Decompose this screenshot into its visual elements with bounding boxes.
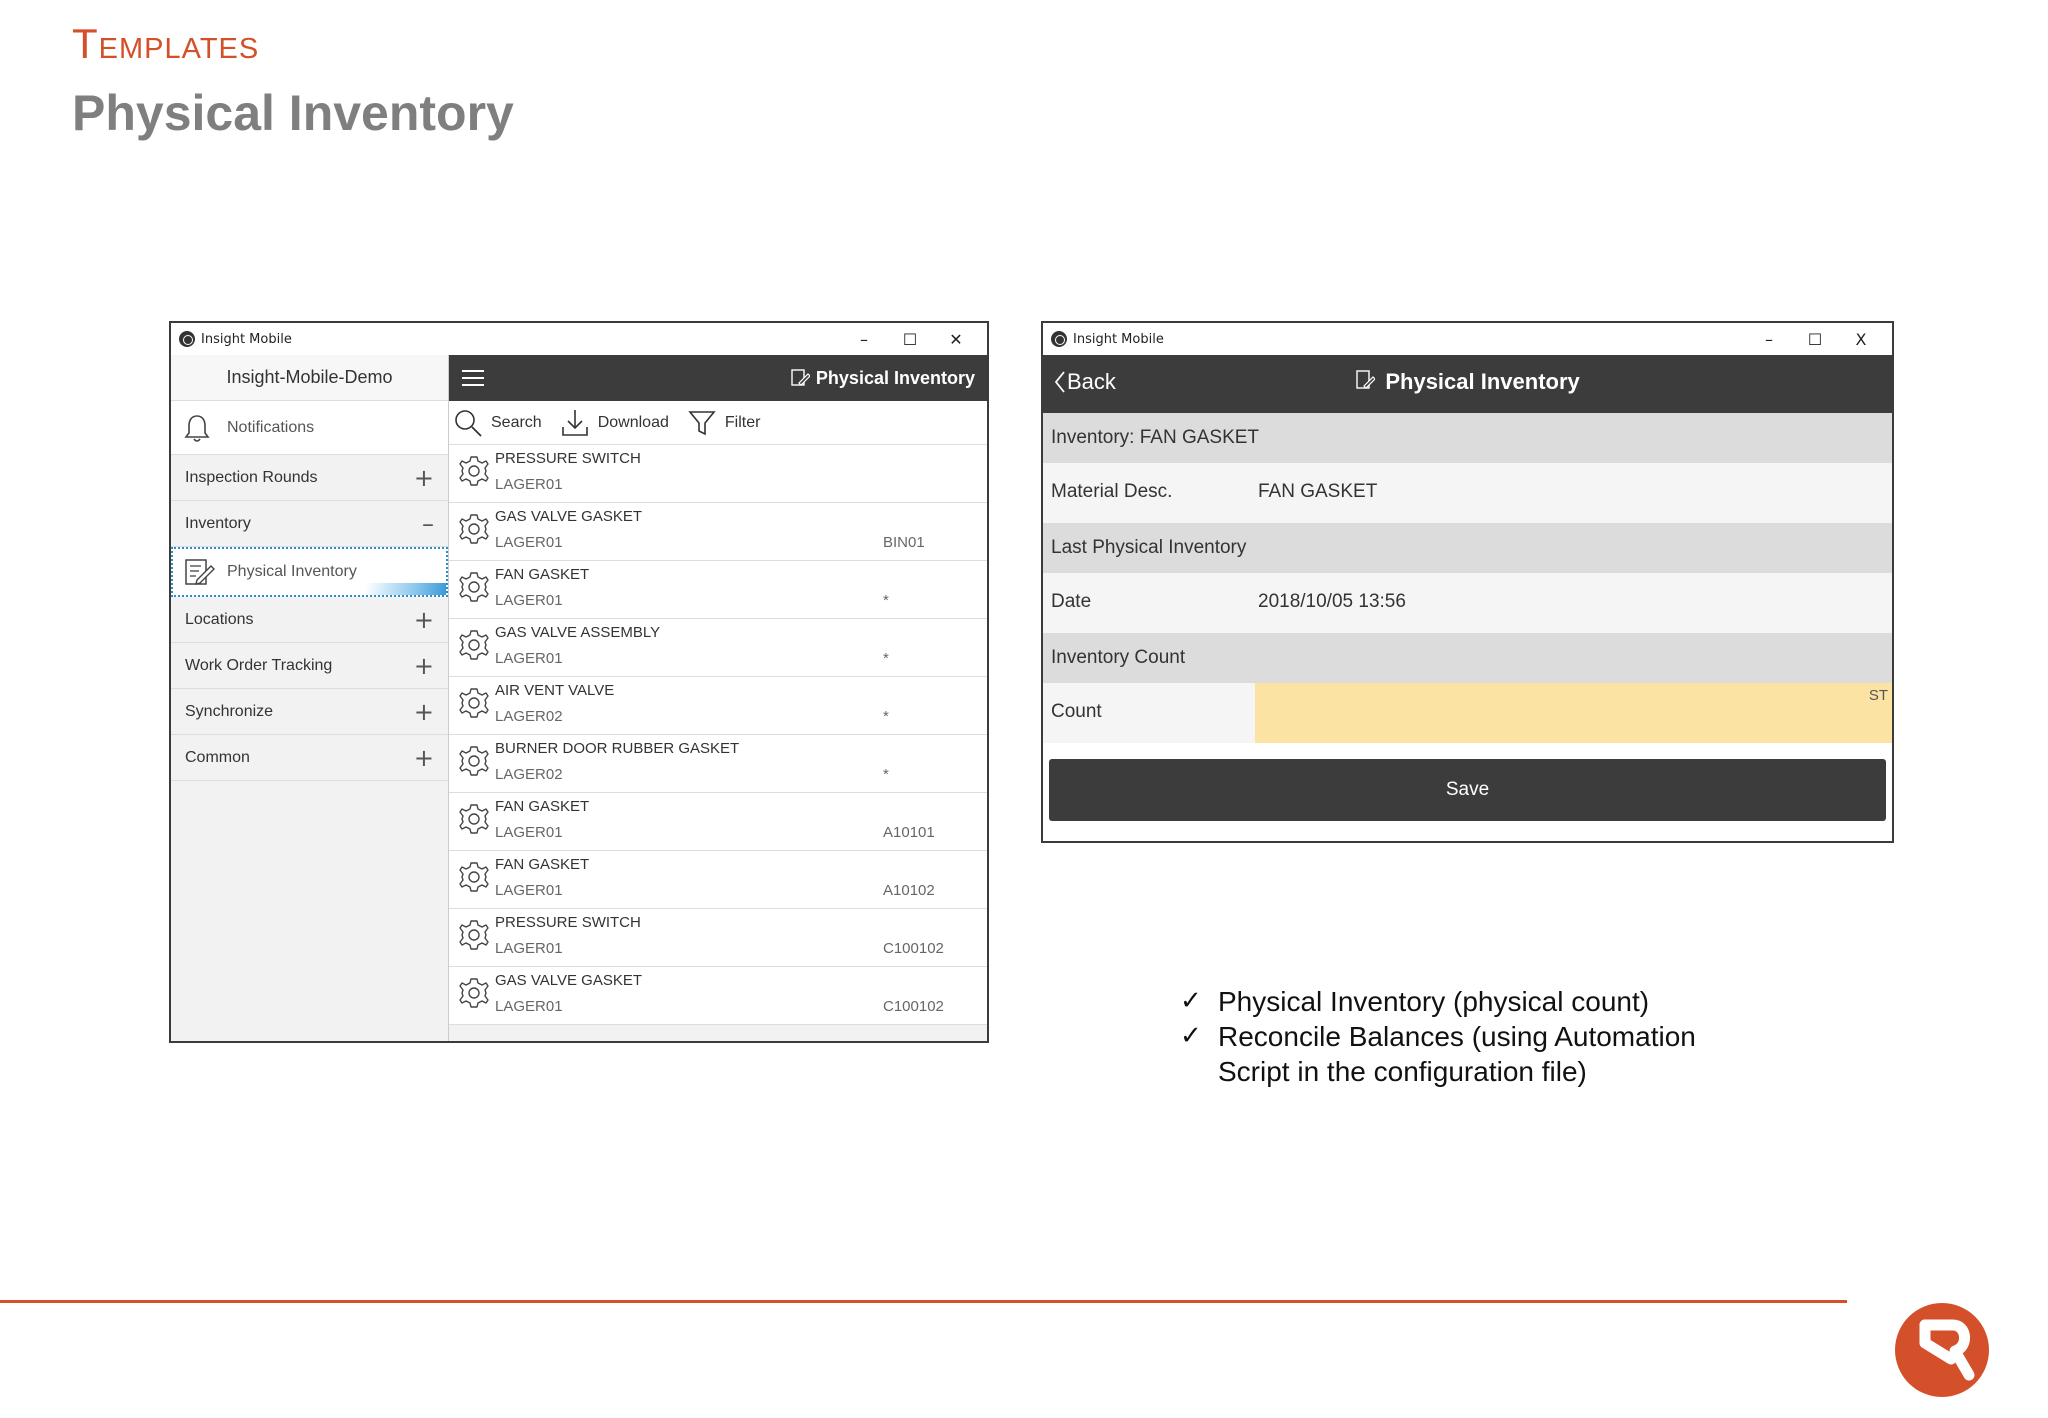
sidebar-item-work-order-tracking[interactable] (171, 643, 448, 689)
bullet-text: Reconcile Balances (using Automation (1218, 1021, 1696, 1052)
date-value: 2018/10/05 13:56 (1258, 591, 1406, 612)
item-title: GAS VALVE ASSEMBLY (495, 624, 661, 641)
plus-icon[interactable]: + (413, 743, 434, 772)
count-unit: ST (1868, 687, 1888, 704)
sidebar-item-locations[interactable] (171, 597, 448, 643)
gear-icon (457, 454, 493, 493)
bullet-item (1180, 1019, 1696, 1054)
search-label: Search (491, 413, 542, 431)
sidebar-item-label: Work Order Tracking (185, 656, 333, 674)
list-item[interactable] (449, 619, 987, 677)
logo-r-icon (1895, 1303, 1989, 1397)
list-item[interactable] (449, 503, 987, 561)
gear-icon (457, 512, 493, 551)
material-row (1043, 463, 1892, 523)
gear-icon (457, 802, 493, 841)
bullet-text: Physical Inventory (physical count) (1218, 986, 1650, 1017)
plus-icon[interactable]: + (413, 463, 434, 492)
sidebar-item-label: Inventory (185, 514, 251, 532)
last-inventory-header: Last Physical Inventory (1043, 523, 1892, 573)
item-title: PRESSURE SWITCH (495, 914, 641, 931)
minimize-button[interactable]: – (860, 329, 868, 349)
item-bin: * (883, 650, 889, 667)
edit-document-icon (1355, 369, 1375, 391)
filter-button[interactable] (687, 408, 761, 438)
detail-title-group (1043, 369, 1892, 395)
search-button[interactable] (453, 408, 542, 438)
item-bin: * (883, 592, 889, 609)
maximize-button[interactable]: ☐ (1807, 329, 1823, 349)
count-row (1043, 683, 1892, 743)
date-label: Date (1051, 591, 1092, 612)
window-app-name: Insight Mobile (201, 331, 292, 347)
inventory-list (449, 445, 987, 1025)
item-title: GAS VALVE GASKET (495, 972, 642, 989)
download-icon (560, 408, 590, 438)
list-item[interactable] (449, 735, 987, 793)
filter-icon (687, 408, 717, 438)
sidebar-item-inventory[interactable] (171, 501, 448, 547)
item-storage: LAGER02 (495, 766, 563, 783)
detail-header (1043, 355, 1892, 413)
bullet-continuation (1180, 1054, 1696, 1089)
item-storage: LAGER01 (495, 592, 563, 609)
item-storage: LAGER01 (495, 534, 563, 551)
filter-label: Filter (724, 413, 761, 431)
sidebar-item-synchronize[interactable] (171, 689, 448, 735)
item-bin: C100102 (883, 940, 944, 957)
list-item[interactable] (449, 445, 987, 503)
item-title: BURNER DOOR RUBBER GASKET (495, 740, 740, 757)
footer-divider (0, 1300, 1847, 1303)
gear-icon (457, 860, 493, 899)
plus-icon[interactable]: + (413, 651, 434, 680)
gear-icon (457, 686, 493, 725)
app-icon (1051, 331, 1067, 347)
brand-logo (1895, 1303, 1989, 1397)
sidebar-item-label: Synchronize (185, 702, 274, 720)
close-button[interactable]: ✕ (949, 329, 963, 349)
list-item[interactable] (449, 967, 987, 1025)
item-title: FAN GASKET (495, 856, 590, 873)
gear-icon (457, 628, 493, 667)
bell-icon (183, 413, 211, 443)
maximize-button[interactable]: ☐ (902, 329, 918, 349)
slide-title: Physical Inventory (72, 85, 514, 141)
bullet-item (1180, 984, 1696, 1019)
gear-icon (457, 976, 493, 1015)
list-window (169, 321, 989, 1043)
save-button[interactable]: Save (1049, 759, 1886, 821)
item-bin: A10101 (883, 824, 935, 841)
item-title: AIR VENT VALVE (495, 682, 615, 699)
item-storage: LAGER01 (495, 476, 563, 493)
back-label: Back (1067, 369, 1116, 394)
item-storage: LAGER01 (495, 998, 563, 1015)
plus-icon[interactable]: + (413, 697, 434, 726)
inventory-count-header: Inventory Count (1043, 633, 1892, 683)
hamburger-menu-icon[interactable] (461, 368, 485, 388)
detail-window (1041, 321, 1894, 843)
item-bin: C100102 (883, 998, 944, 1015)
date-row (1043, 573, 1892, 633)
sidebar-item-notifications[interactable] (171, 401, 448, 455)
sidebar-item-label: Inspection Rounds (185, 468, 318, 486)
gear-icon (457, 570, 493, 609)
window-app-name: Insight Mobile (1073, 331, 1164, 347)
plus-icon[interactable]: + (413, 605, 434, 634)
item-title: FAN GASKET (495, 798, 590, 815)
slide-supertitle: Templates (72, 20, 260, 67)
sidebar-item-label: Common (185, 748, 250, 766)
count-label: Count (1051, 701, 1102, 722)
item-bin: * (883, 766, 889, 783)
list-item[interactable] (449, 851, 987, 909)
item-storage: LAGER01 (495, 824, 563, 841)
list-item[interactable] (449, 561, 987, 619)
close-button[interactable]: X (1855, 329, 1867, 349)
item-bin: A10102 (883, 882, 935, 899)
sidebar-item-physical-inventory[interactable] (171, 547, 448, 597)
toolbar (449, 401, 987, 445)
window-titlebar (171, 323, 987, 355)
content-header (449, 355, 987, 401)
list-item[interactable] (449, 793, 987, 851)
item-storage: LAGER01 (495, 650, 563, 667)
item-storage: LAGER02 (495, 708, 563, 725)
item-title: GAS VALVE GASKET (495, 508, 642, 525)
content-header-title: Physical Inventory (815, 367, 975, 388)
item-title: PRESSURE SWITCH (495, 450, 641, 467)
app-icon (179, 331, 195, 347)
sidebar-item-label: Physical Inventory (227, 563, 357, 580)
inventory-section-header: Inventory: FAN GASKET (1043, 413, 1892, 463)
count-input[interactable] (1255, 683, 1892, 743)
minus-icon[interactable]: – (422, 509, 434, 538)
content-header-title-group (790, 368, 975, 389)
sidebar (171, 355, 449, 1041)
minimize-button[interactable]: – (1765, 329, 1773, 349)
edit-document-icon (790, 368, 810, 388)
list-item[interactable] (449, 909, 987, 967)
sidebar-item-inspection-rounds[interactable] (171, 455, 448, 501)
material-value: FAN GASKET (1258, 481, 1378, 502)
edit-document-icon (183, 557, 215, 587)
material-label: Material Desc. (1051, 481, 1173, 502)
check-icon: ✓ (1180, 1021, 1202, 1051)
gear-icon (457, 744, 493, 783)
download-button[interactable] (560, 408, 669, 438)
bullet-text: Script in the configuration file) (1218, 1056, 1587, 1087)
list-item[interactable] (449, 677, 987, 735)
notifications-label: Notifications (227, 418, 315, 436)
download-label: Download (597, 413, 669, 431)
item-bin: * (883, 708, 889, 725)
check-icon: ✓ (1180, 986, 1202, 1016)
item-bin: BIN01 (883, 534, 925, 551)
item-storage: LAGER01 (495, 882, 563, 899)
gear-icon (457, 918, 493, 957)
window-titlebar (1043, 323, 1892, 355)
search-icon (453, 408, 483, 438)
item-title: FAN GASKET (495, 566, 590, 583)
main-content (449, 355, 987, 1041)
item-storage: LAGER01 (495, 940, 563, 957)
sidebar-item-label: Locations (185, 610, 254, 628)
detail-title: Physical Inventory (1385, 369, 1580, 394)
sidebar-header: Insight-Mobile-Demo (171, 355, 448, 401)
feature-bullets (1180, 984, 1696, 1089)
sidebar-item-common[interactable] (171, 735, 448, 781)
